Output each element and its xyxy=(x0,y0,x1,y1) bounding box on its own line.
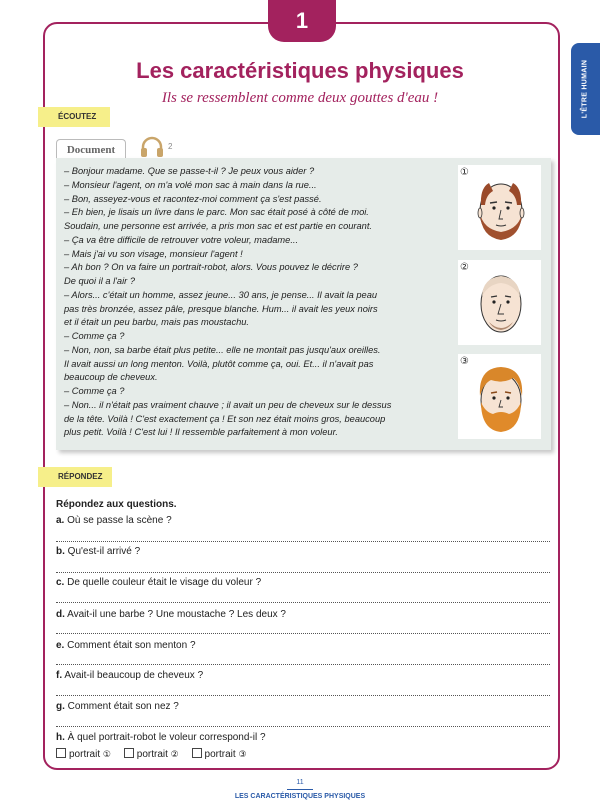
face-bald-beard-icon xyxy=(469,171,533,249)
instructions: Répondez aux questions. xyxy=(56,499,177,510)
answer-line-f[interactable] xyxy=(56,695,550,696)
dialogue-line: – Ça va être difficile de retrouver votre voleur, madame... xyxy=(64,234,299,245)
dialogue-line: – Non... il n'était pas vraiment chauve ; il avait un peu de cheveux sur le dessus xyxy=(64,399,392,410)
question-f: f. Avait-il beaucoup de cheveux ? xyxy=(56,670,204,681)
dialogue-line: – Bonjour madame. Que se passe-t-il ? Je peux vous aider ? xyxy=(64,166,315,176)
portrait-choices xyxy=(56,748,257,760)
question-b: b. Qu'est-il arrivé ? xyxy=(56,546,141,557)
dialogue-line: de la tête. Voilà ! C'est exactement ça ! Et son nez était moins gros, beaucoup xyxy=(64,413,386,424)
choice-portrait-1[interactable]: portrait ① xyxy=(56,748,111,760)
dialogue-line: plus petit. Voilà ! C'est lui ! Il ressemble parfaitement à mon voleur. xyxy=(64,427,338,438)
answer-line-a[interactable] xyxy=(56,541,550,542)
answer-line-b[interactable] xyxy=(56,572,550,573)
face-bald-small-beard-icon xyxy=(469,266,533,344)
answer-line-e[interactable] xyxy=(56,664,550,665)
section-label-ecoutez: ÉCOUTEZ xyxy=(38,107,110,127)
answer-line-c[interactable] xyxy=(56,602,550,603)
portrait-1 xyxy=(458,165,541,250)
question-a: a. Où se passe la scène ? xyxy=(56,515,172,526)
side-section-tab[interactable] xyxy=(571,43,600,135)
page-number-rule xyxy=(287,789,313,790)
page-number: 11 xyxy=(296,779,304,786)
face-red-hair-beard-icon xyxy=(469,360,533,438)
portrait-2 xyxy=(458,260,541,345)
dialogue-line: – Ah bon ? On va faire un portrait-robot, alors. Vous pouvez le décrire ? xyxy=(64,262,358,273)
dialogue-line: Il avait aussi un long menton. Voilà, plutôt comme ça, oui. Et... il n'avait pas xyxy=(64,358,374,369)
page-subtitle: Ils se ressemblent comme deux gouttes d'eau ! xyxy=(161,90,439,106)
side-tab-label: L'ÊTRE HUMAIN xyxy=(581,59,589,119)
dialogue-line: De quoi il a l'air ? xyxy=(64,276,136,286)
question-g: g. Comment était son nez ? xyxy=(56,701,179,712)
checkbox[interactable] xyxy=(192,748,202,758)
dialogue-line: – Comme ça ? xyxy=(64,331,125,341)
audio-track-number: 2 xyxy=(168,142,173,151)
dialogue-line: – Alors... c'était un homme, assez jeune... 30 ans, je pense... Il avait la peau xyxy=(64,289,378,300)
dialogue-line: – Bon, asseyez-vous et racontez-moi comment ça s'est passé. xyxy=(64,193,322,204)
question-c: c. De quelle couleur était le visage du voleur ? xyxy=(56,577,262,588)
question-d: d. Avait-il une barbe ? Une moustache ? Les deux ? xyxy=(56,609,286,620)
answer-line-d[interactable] xyxy=(56,633,550,634)
answer-line-g[interactable] xyxy=(56,726,550,727)
choice-portrait-2[interactable]: portrait ② xyxy=(124,748,179,760)
checkbox[interactable] xyxy=(56,748,66,758)
footer-title: LES CARACTÉRISTIQUES PHYSIQUES xyxy=(234,793,366,800)
page-title: Les caractéristiques physiques xyxy=(136,58,464,83)
question-e: e. Comment était son menton ? xyxy=(56,640,196,651)
portrait-number: ② xyxy=(460,262,469,273)
question-h: h. À quel portrait-robot le voleur correspond-il ? xyxy=(56,732,266,743)
document-tab: Document xyxy=(56,139,126,160)
dialogue-line: – Comme ça ? xyxy=(64,386,125,396)
dialogue-line: et il était un peu barbu, mais pas moustachu. xyxy=(64,317,250,328)
portrait-3 xyxy=(458,354,541,439)
dialogue-line: Soudain, une personne est arrivée, a pris mon sac et est partie en courant. xyxy=(64,221,373,231)
choice-portrait-3[interactable]: portrait ③ xyxy=(192,748,247,760)
dialogue-line: – Eh bien, je lisais un livre dans le parc. Mon sac était posé à côté de moi. xyxy=(64,207,369,218)
checkbox[interactable] xyxy=(124,748,134,758)
portrait-number: ① xyxy=(460,167,469,178)
dialogue-line: – Non, non, sa barbe était plus petite... elle ne montait pas jusqu'aux oreilles. xyxy=(64,344,381,355)
dialogue-transcript xyxy=(64,165,456,440)
section-label-repondez: RÉPONDEZ xyxy=(38,467,112,487)
dialogue-line: pas très bronzée, assez pâle, presque blanche. Hum... il avait les yeux noirs xyxy=(64,303,378,314)
portrait-number: ③ xyxy=(460,356,469,367)
dialogue-line: beaucoup de cheveux. xyxy=(64,372,158,383)
dialogue-line: – Monsieur l'agent, on m'a volé mon sac à main dans la rue... xyxy=(64,179,317,190)
chapter-number-tab: 1 xyxy=(268,0,336,42)
dialogue-line: – Mais j'ai vu son visage, monsieur l'agent ! xyxy=(64,248,243,259)
